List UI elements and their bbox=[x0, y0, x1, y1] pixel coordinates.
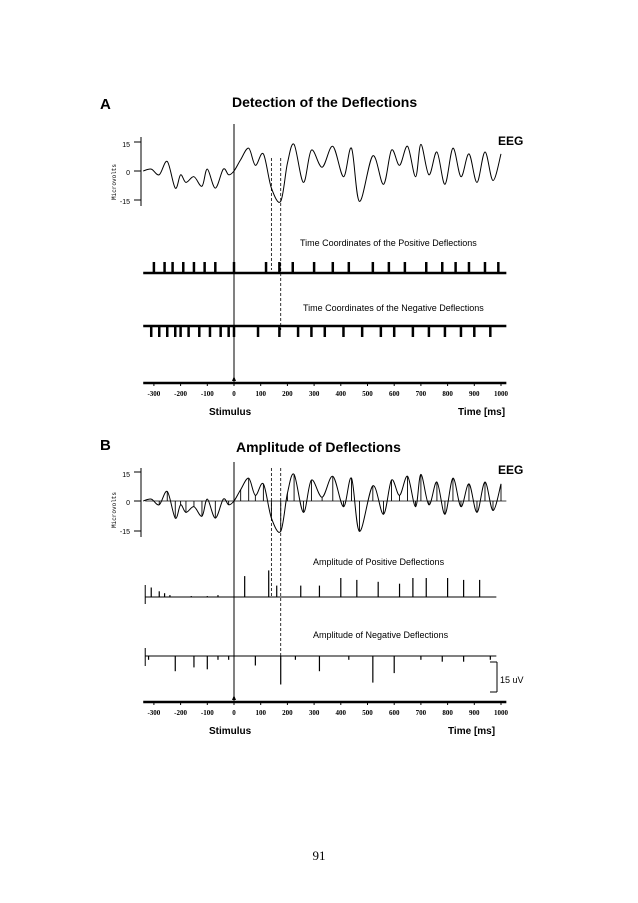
time-axis-tick-label: 600 bbox=[388, 709, 400, 717]
time-axis-tick-label: 400 bbox=[335, 390, 347, 398]
panel-b-deflection-stems bbox=[159, 474, 501, 531]
time-axis-tick-label: 1000 bbox=[494, 390, 508, 398]
time-axis-tick-label: 1000 bbox=[494, 709, 508, 717]
panel-a-negative-time-row bbox=[143, 326, 506, 337]
panel-b-time-axis bbox=[143, 695, 508, 717]
panel-a bbox=[100, 94, 523, 418]
panel-a-y-axis-label: Microvolts bbox=[111, 163, 118, 200]
time-axis-tick-label: 400 bbox=[335, 709, 347, 717]
time-axis-tick-label: 700 bbox=[415, 390, 427, 398]
panel-b-positive-row-label: Amplitude of Positive Deflections bbox=[313, 557, 445, 567]
panel-b-negative-amplitude-row bbox=[145, 648, 496, 685]
time-axis-tick-label: 800 bbox=[442, 390, 453, 398]
panel-a-eeg-label: EEG bbox=[498, 134, 524, 148]
panel-a-positive-time-row bbox=[143, 262, 506, 273]
panel-b-ytick-0: 0 bbox=[126, 500, 130, 507]
panel-a-ytick-15: 15 bbox=[122, 142, 130, 149]
panel-b-time-label: Time [ms] bbox=[448, 726, 496, 737]
panel-b-y-axis bbox=[134, 468, 141, 537]
page-number: 91 bbox=[312, 848, 326, 863]
time-axis-tick-label: -100 bbox=[200, 390, 214, 398]
time-axis-tick-label: 200 bbox=[282, 390, 293, 398]
time-axis-tick-label: 100 bbox=[255, 390, 266, 398]
time-axis-tick-label: -200 bbox=[174, 709, 188, 717]
panel-a-time-axis bbox=[143, 376, 508, 398]
time-axis-tick-label: 300 bbox=[308, 709, 320, 717]
time-axis-tick-label: -200 bbox=[174, 390, 188, 398]
time-axis-tick-label: -100 bbox=[200, 709, 214, 717]
time-axis-tick-label: 0 bbox=[232, 390, 236, 398]
panel-b-ytick-neg15: -15 bbox=[119, 529, 130, 536]
panel-b-scale-bar bbox=[490, 662, 524, 692]
panel-b-title: Amplitude of Deflections bbox=[236, 439, 401, 455]
time-axis-tick-label: 500 bbox=[362, 709, 373, 717]
panel-a-eeg-trace bbox=[143, 144, 501, 202]
time-axis-tick-label: 0 bbox=[232, 709, 236, 717]
panel-b-negative-row-label: Amplitude of Negative Deflections bbox=[313, 630, 449, 640]
time-axis-tick-label: 100 bbox=[255, 709, 266, 717]
panel-a-ytick-neg15: -15 bbox=[119, 199, 130, 206]
time-axis-tick-label: -300 bbox=[147, 390, 161, 398]
panel-a-title: Detection of the Deflections bbox=[232, 94, 418, 110]
panel-b-scale-bar-label: 15 uV bbox=[500, 675, 524, 685]
panel-b-y-axis-label: Microvolts bbox=[111, 491, 118, 528]
panel-b-eeg-label: EEG bbox=[498, 463, 524, 477]
panel-b-eeg-trace bbox=[143, 474, 501, 532]
panel-b-stimulus-label: Stimulus bbox=[209, 726, 252, 737]
panel-b bbox=[100, 437, 524, 737]
panel-b-letter: B bbox=[100, 437, 111, 454]
time-axis-tick-label: 900 bbox=[469, 390, 480, 398]
panel-a-ytick-0: 0 bbox=[126, 170, 130, 177]
panel-a-negative-row-label: Time Coordinates of the Negative Deflections bbox=[303, 303, 484, 313]
panel-b-positive-amplitude-row bbox=[145, 570, 496, 604]
time-axis-tick-label: 700 bbox=[415, 709, 427, 717]
panel-a-stimulus-label: Stimulus bbox=[209, 407, 252, 418]
panel-a-y-axis bbox=[134, 137, 141, 206]
time-axis-tick-label: 600 bbox=[388, 390, 400, 398]
time-axis-tick-label: -300 bbox=[147, 709, 161, 717]
panel-a-time-label: Time [ms] bbox=[458, 407, 506, 418]
panel-b-ytick-15: 15 bbox=[122, 472, 130, 479]
time-axis-tick-label: 500 bbox=[362, 390, 373, 398]
time-axis-tick-label: 200 bbox=[282, 709, 293, 717]
panel-a-letter: A bbox=[100, 96, 111, 113]
panel-a-positive-row-label: Time Coordinates of the Positive Deflections bbox=[300, 238, 477, 248]
time-axis-tick-label: 300 bbox=[308, 390, 320, 398]
time-axis-tick-label: 800 bbox=[442, 709, 453, 717]
time-axis-tick-label: 900 bbox=[469, 709, 480, 717]
